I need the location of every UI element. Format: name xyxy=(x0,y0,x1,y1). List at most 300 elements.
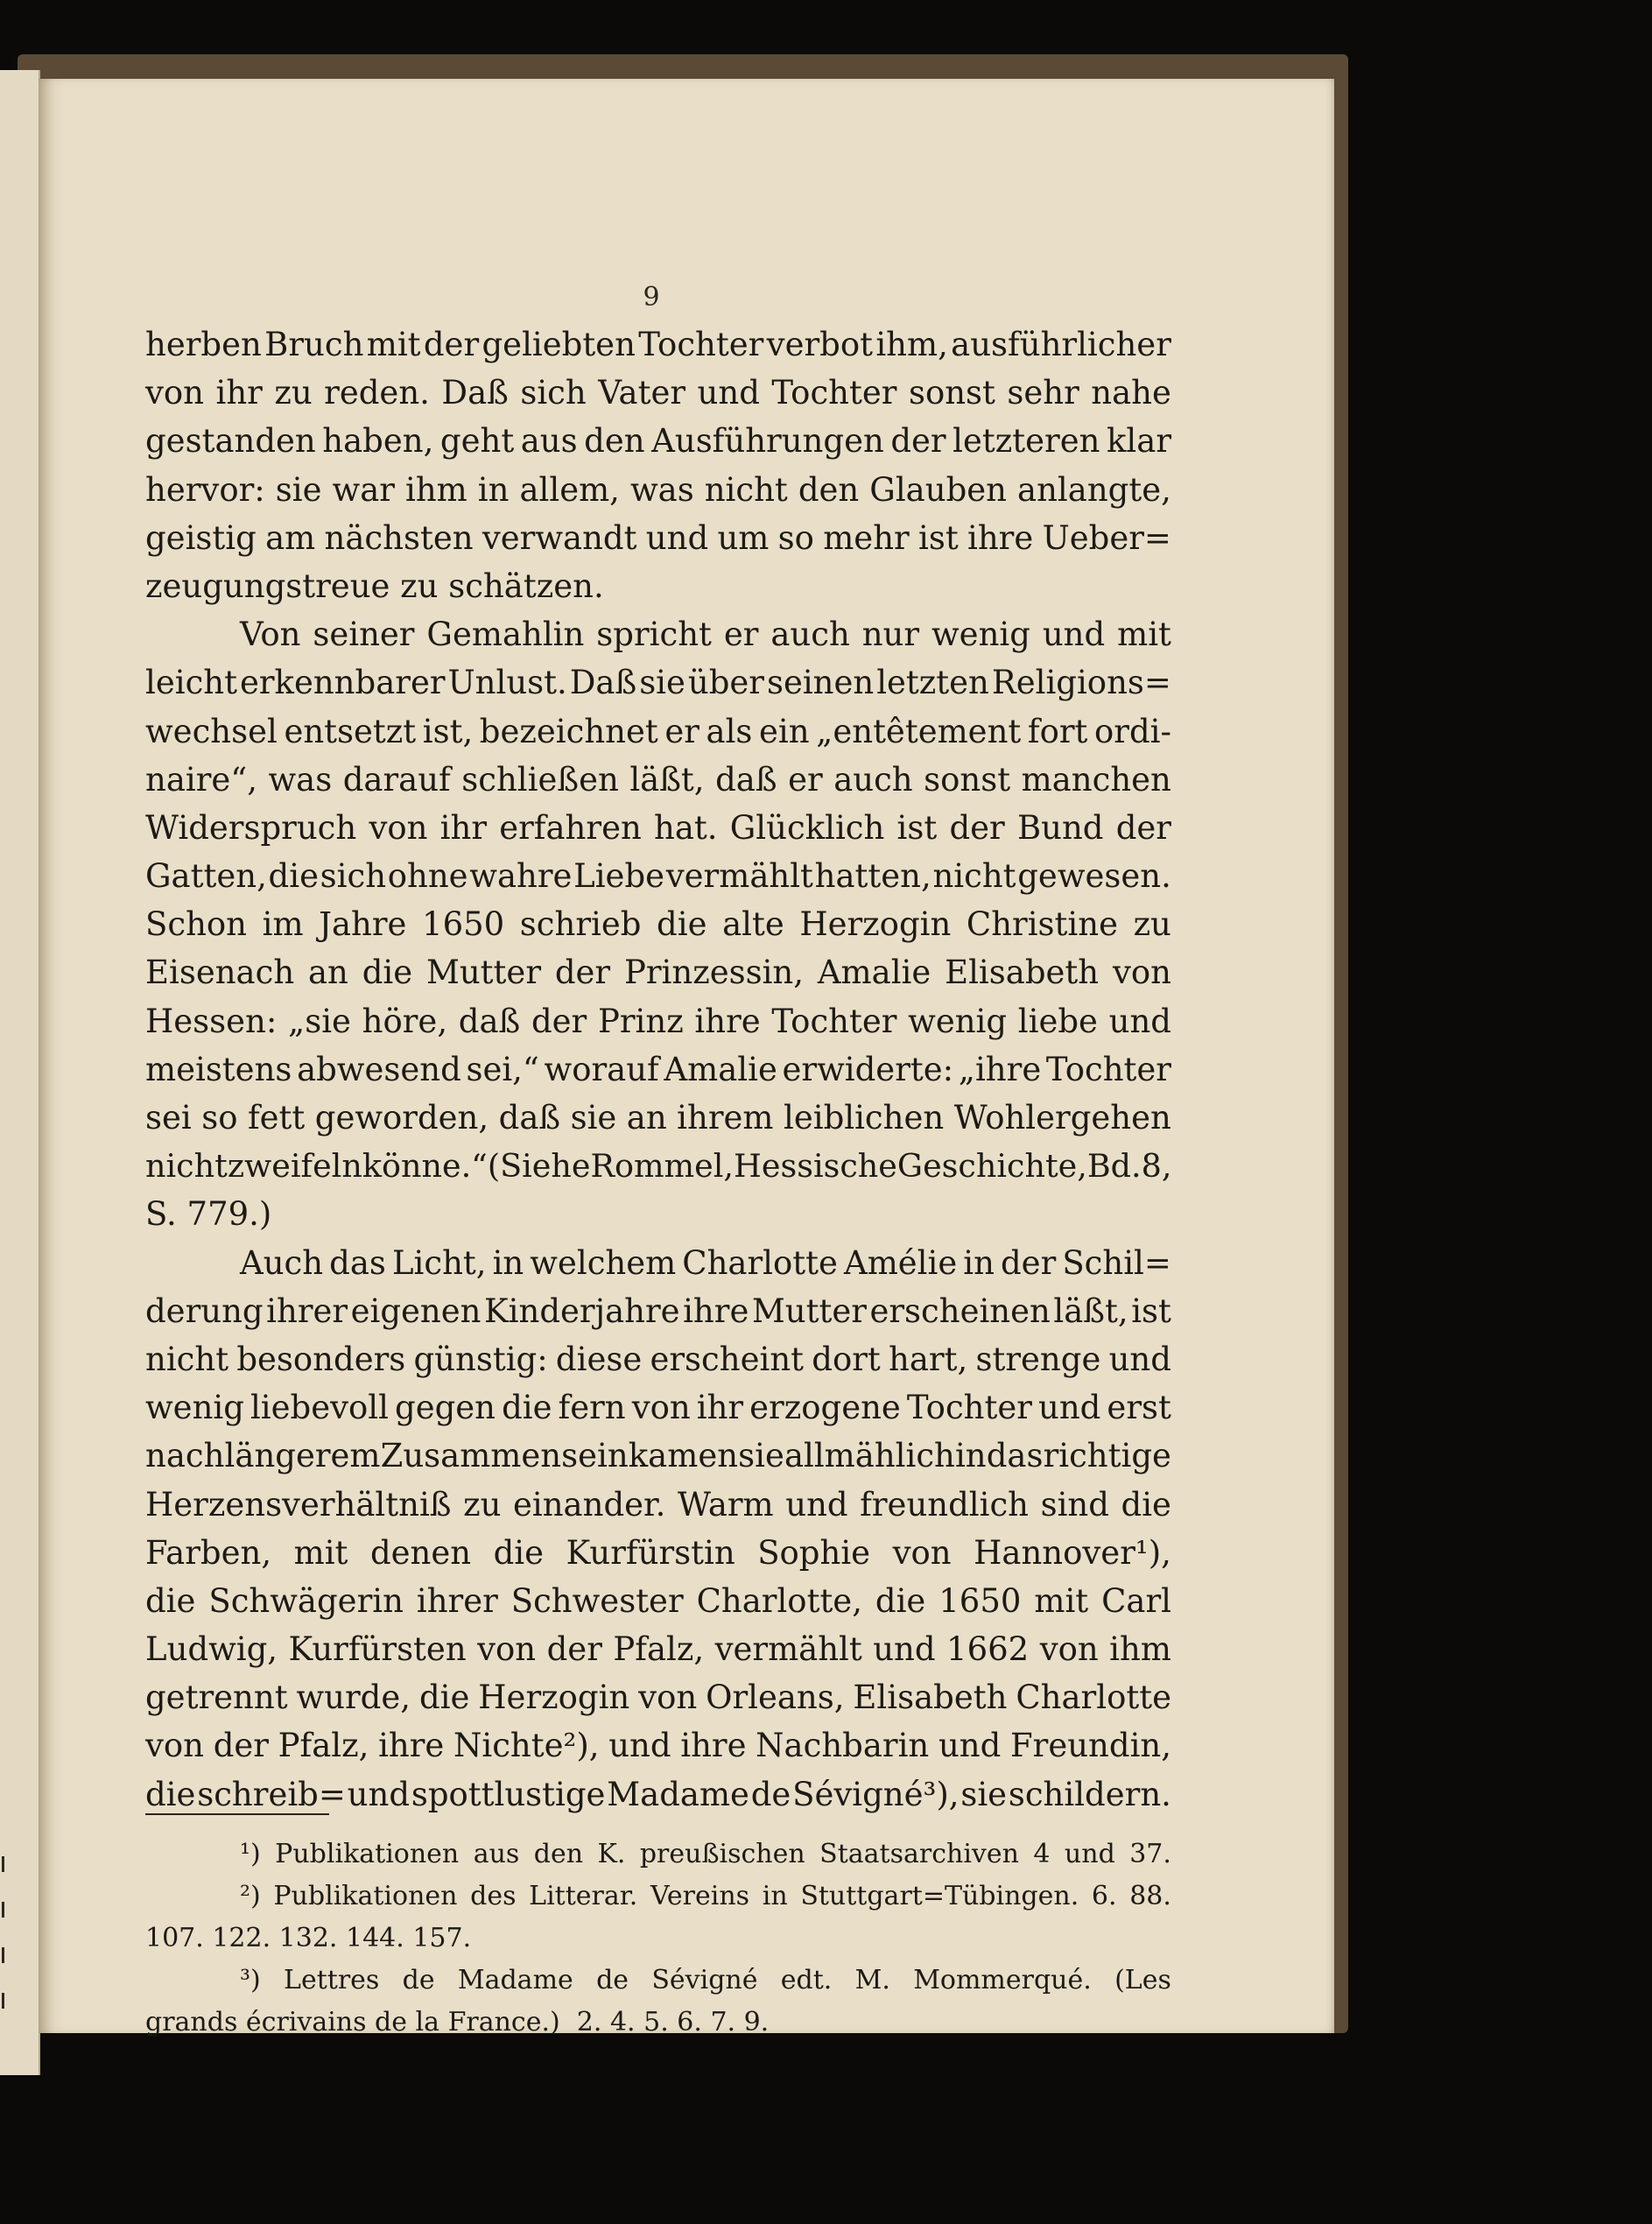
word: über xyxy=(687,664,764,702)
text-line xyxy=(145,852,1171,900)
word: vermählt xyxy=(714,1630,862,1669)
word: von xyxy=(477,1630,537,1669)
word: sei,“ xyxy=(466,1050,539,1088)
body-text xyxy=(145,320,1171,1819)
word: könne.“ xyxy=(362,1147,488,1186)
word: ausführlicher xyxy=(951,326,1171,363)
word: die xyxy=(145,1581,196,1620)
word: nahe xyxy=(1091,374,1171,412)
word: darauf xyxy=(342,760,451,799)
word: wenig xyxy=(931,616,1030,654)
text-line xyxy=(145,466,1171,514)
word: fern xyxy=(558,1389,626,1427)
word: besonders xyxy=(236,1340,406,1378)
word: wurde, xyxy=(296,1679,411,1717)
word: zweifeln xyxy=(227,1147,362,1186)
word: Mutter xyxy=(425,954,542,992)
word: ¹) xyxy=(240,1839,261,1869)
word: ist xyxy=(1131,1291,1171,1330)
word: schreib= xyxy=(197,1775,346,1813)
word: gegen xyxy=(395,1389,496,1427)
word: alte xyxy=(722,905,784,944)
word: den xyxy=(798,470,860,509)
text-line xyxy=(145,610,1171,658)
word: geliebten xyxy=(482,326,636,363)
word: M. xyxy=(854,1965,890,1995)
word: leiblichen xyxy=(784,1099,945,1137)
word: sonst xyxy=(924,760,1011,799)
word: Tochter xyxy=(638,326,764,363)
text-line xyxy=(145,1721,1171,1770)
word: das xyxy=(329,1243,386,1282)
text-line xyxy=(145,658,1171,707)
word: Mommerqué. xyxy=(913,1965,1092,1995)
word: hatten, xyxy=(814,857,931,896)
word: entsetzt xyxy=(284,712,417,750)
word: Elisabeth xyxy=(945,954,1100,992)
word: läßt, xyxy=(629,760,705,799)
word: von xyxy=(1112,954,1171,992)
word: die xyxy=(1121,1485,1171,1524)
word: ihre xyxy=(683,1291,749,1330)
word: in xyxy=(762,1881,788,1911)
word: Charlotte xyxy=(682,1243,838,1282)
word: de xyxy=(750,1775,791,1813)
word: schrieb xyxy=(519,905,642,944)
word: zu xyxy=(463,1485,502,1524)
word: Freundin, xyxy=(1009,1727,1171,1765)
word: Madame xyxy=(457,1965,573,1995)
word: der xyxy=(423,326,480,363)
word: von xyxy=(638,1679,698,1717)
word: ²) xyxy=(240,1881,261,1911)
word: hat. xyxy=(654,808,718,847)
word: Amalie xyxy=(664,1050,777,1088)
word: Herzensverhältniß xyxy=(145,1485,452,1524)
word: seiner xyxy=(313,616,415,654)
word: edt. xyxy=(780,1965,833,1995)
word: Publikationen xyxy=(275,1839,460,1869)
text-line xyxy=(145,948,1171,996)
word: sonst xyxy=(908,374,995,412)
word: Vater xyxy=(598,374,686,412)
word: von xyxy=(631,1389,691,1427)
word: nicht xyxy=(145,1147,228,1186)
word: er xyxy=(723,616,759,654)
word: Kurfürstin xyxy=(566,1533,735,1572)
text-line xyxy=(145,1045,1171,1094)
word: 8, xyxy=(1141,1147,1172,1186)
word: die xyxy=(145,1775,196,1813)
word: Gemahlin xyxy=(426,616,585,654)
page-number: 9 xyxy=(643,282,660,313)
word: Gatten, xyxy=(145,857,267,896)
word: von xyxy=(145,1727,205,1765)
word: die xyxy=(657,905,707,944)
word: gestanden xyxy=(145,422,316,461)
word: Charlotte, xyxy=(696,1581,862,1620)
word: mehr xyxy=(823,518,910,557)
word: war xyxy=(332,470,395,509)
word: spottlustige xyxy=(411,1775,606,1813)
word: allmählich xyxy=(784,1437,955,1475)
word: auch xyxy=(833,760,913,799)
word: Eisenach xyxy=(145,954,295,992)
word: erzogene xyxy=(749,1389,901,1427)
text-line xyxy=(145,997,1171,1045)
word: naire“, xyxy=(145,760,257,799)
word: sind xyxy=(1040,1485,1109,1524)
word: ist, xyxy=(422,712,474,750)
text-line xyxy=(145,1239,1171,1287)
word: die xyxy=(875,1581,926,1620)
word: der xyxy=(949,808,1005,847)
word: mit xyxy=(1034,1581,1089,1620)
word: derung xyxy=(145,1291,264,1330)
word: Rommel, xyxy=(590,1147,735,1186)
word: ihre xyxy=(680,1727,747,1765)
word: 1650 xyxy=(422,905,505,944)
word: in xyxy=(477,470,510,509)
word: klar xyxy=(1107,422,1171,461)
word: ihrem xyxy=(677,1099,774,1137)
word: 4 xyxy=(1033,1839,1051,1869)
word: richtige xyxy=(1043,1437,1171,1475)
word: Christine xyxy=(966,905,1118,944)
word: schildern. xyxy=(1008,1775,1171,1813)
word: fort xyxy=(1027,712,1088,750)
word: ihre xyxy=(694,1002,761,1040)
text-line xyxy=(145,1142,1171,1190)
text-line xyxy=(145,1529,1171,1577)
text-line xyxy=(145,900,1171,948)
word: nach xyxy=(145,1437,225,1475)
word: Nachbarin xyxy=(756,1727,930,1765)
word: Jahre xyxy=(319,905,407,944)
word: ihm xyxy=(1109,1630,1171,1669)
word: mit xyxy=(1117,616,1171,654)
footnote-line xyxy=(145,1833,1171,1876)
word: nicht xyxy=(932,857,1016,896)
word: Lettres xyxy=(284,1965,380,1995)
word: Liebe xyxy=(573,857,665,896)
word: Charlotte xyxy=(1016,1679,1171,1717)
word: ist xyxy=(918,518,959,557)
text-line xyxy=(145,369,1171,417)
word: Ueber= xyxy=(1042,518,1171,557)
word: ein xyxy=(759,712,810,750)
word: einander. xyxy=(513,1485,666,1524)
word: und xyxy=(785,1485,848,1524)
footnote-line xyxy=(145,1960,1171,2002)
word: gewesen. xyxy=(1017,857,1171,896)
word: Amalie xyxy=(817,954,931,992)
word: der xyxy=(1115,808,1171,847)
word: Glauben xyxy=(869,470,1007,509)
text-line xyxy=(145,1481,1171,1529)
text-line xyxy=(145,756,1171,804)
word: auch xyxy=(770,616,850,654)
word: Bd. xyxy=(1086,1147,1142,1186)
word: 88. xyxy=(1129,1881,1171,1911)
word: strenge xyxy=(975,1340,1101,1378)
word: sie xyxy=(639,664,685,702)
word: erscheint xyxy=(650,1340,805,1378)
text-line xyxy=(145,320,1171,369)
word: Tochter xyxy=(771,374,897,412)
word: „ihre xyxy=(958,1050,1042,1088)
word: so xyxy=(777,518,814,557)
word: bezeichnet xyxy=(479,712,658,750)
word: Nichte²), xyxy=(453,1727,600,1765)
word: die xyxy=(493,1533,545,1572)
word: die xyxy=(502,1389,552,1427)
word: Ludwig, xyxy=(145,1630,278,1669)
word: Sévigné xyxy=(651,1965,758,1995)
word: ihr xyxy=(696,1389,744,1427)
text-line xyxy=(145,1432,1171,1480)
word: Madame xyxy=(607,1775,749,1813)
word: allem, xyxy=(519,470,620,509)
word: nicht xyxy=(145,1340,229,1378)
word: er xyxy=(788,760,823,799)
text-line: zeugungstreue zu schätzen. xyxy=(145,567,604,605)
word: der xyxy=(531,1002,587,1040)
word: spricht xyxy=(596,616,712,654)
footnote-line xyxy=(145,1876,1171,1918)
word: zu xyxy=(1133,905,1171,944)
word: ihre xyxy=(967,518,1034,557)
word: als xyxy=(706,712,753,750)
word: Carl xyxy=(1101,1581,1171,1620)
text-line xyxy=(145,1335,1171,1383)
word: Tochter xyxy=(771,1002,897,1040)
word: Sévigné³), xyxy=(792,1775,960,1813)
facing-page-edge xyxy=(0,70,40,2075)
word: von xyxy=(369,808,428,847)
footnotes xyxy=(145,1833,1171,2044)
word: 6. xyxy=(1091,1881,1117,1911)
word: der xyxy=(1001,1243,1057,1282)
word: Hessische xyxy=(734,1147,897,1186)
word: aus xyxy=(473,1839,520,1869)
word: der xyxy=(554,954,611,992)
text-line: S. 779.) xyxy=(145,1195,272,1234)
word: Schwägerin xyxy=(208,1581,404,1620)
word: Zusammensein xyxy=(380,1437,629,1475)
word: ihm xyxy=(404,470,467,509)
word: Bruch xyxy=(264,326,364,363)
word: verwandt xyxy=(482,518,637,557)
word: vermählt xyxy=(665,857,813,896)
word: Herzogin xyxy=(478,1679,630,1717)
word: um xyxy=(717,518,770,557)
word: hart, xyxy=(889,1340,968,1378)
text-line xyxy=(145,1287,1171,1335)
word: denen xyxy=(369,1533,472,1572)
word: der xyxy=(890,422,946,461)
word: daß xyxy=(715,760,777,799)
text-line xyxy=(145,514,1171,562)
word: an xyxy=(308,954,348,992)
word: Kinderjahre xyxy=(484,1291,680,1330)
word: Herzogin xyxy=(799,905,952,944)
word: (Les xyxy=(1114,1965,1171,1995)
facing-page-text-fragments xyxy=(0,1856,11,2031)
word: erwiderte: xyxy=(782,1050,954,1088)
word: ordi- xyxy=(1094,712,1171,750)
word: 1662 xyxy=(946,1630,1030,1669)
word: am xyxy=(265,518,316,557)
word: die xyxy=(418,1679,470,1717)
word: Schon xyxy=(145,905,248,944)
footnote-line: grands écrivains de la France.) 2. 4. 5. 6. 7. 9. xyxy=(145,2007,770,2037)
word: ist xyxy=(896,808,938,847)
word: Mutter xyxy=(751,1291,867,1330)
word: verbot xyxy=(766,326,873,363)
word: getrennt xyxy=(145,1679,288,1717)
word: den xyxy=(584,422,645,461)
word: leicht xyxy=(145,664,237,702)
word: Daß xyxy=(441,374,509,412)
word: Kurfürsten xyxy=(288,1630,467,1669)
word: sei xyxy=(145,1099,192,1137)
text-line xyxy=(145,1577,1171,1625)
word: daß xyxy=(498,1099,561,1137)
word: erscheinen xyxy=(869,1291,1051,1330)
word: K. xyxy=(597,1839,626,1869)
word: abwesend xyxy=(297,1050,461,1088)
word: höre, xyxy=(362,1002,448,1040)
word: des xyxy=(470,1881,517,1911)
word: nächsten xyxy=(324,518,474,557)
word: „entêtement xyxy=(816,712,1022,750)
word: ihr xyxy=(215,374,263,412)
word: sie xyxy=(960,1775,1008,1813)
word: Orleans, xyxy=(706,1679,845,1717)
word: de xyxy=(596,1965,629,1995)
word: Stuttgart=Tübingen. xyxy=(800,1881,1079,1911)
word: von xyxy=(892,1533,952,1572)
word: sehr xyxy=(1007,374,1079,412)
word: seinen xyxy=(766,664,875,702)
word: in xyxy=(954,1437,987,1475)
word: erst xyxy=(1107,1389,1171,1427)
word: de xyxy=(402,1965,435,1995)
word: läßt, xyxy=(1053,1291,1128,1330)
word: kamen xyxy=(628,1437,739,1475)
word: sich xyxy=(520,374,587,412)
word: der xyxy=(546,1630,602,1669)
word: an xyxy=(626,1099,667,1137)
word: längerem xyxy=(224,1437,381,1475)
word: freundlich xyxy=(860,1485,1030,1524)
word: meistens xyxy=(145,1050,292,1088)
text-line xyxy=(145,417,1171,465)
word: und xyxy=(1108,1340,1171,1378)
word: er xyxy=(664,712,699,750)
word: wenig xyxy=(908,1002,1008,1040)
word: sie xyxy=(275,470,322,509)
word: was xyxy=(629,470,694,509)
word: diese xyxy=(555,1340,643,1378)
word: geworden, xyxy=(314,1099,489,1137)
word: was xyxy=(268,760,333,799)
word: Amélie xyxy=(843,1243,958,1282)
word: Licht, xyxy=(391,1243,487,1282)
word: aus xyxy=(520,422,578,461)
text-line xyxy=(145,1770,1171,1819)
word: daß xyxy=(458,1002,521,1040)
word: und xyxy=(697,374,760,412)
word: das xyxy=(986,1437,1044,1475)
text-line xyxy=(145,1383,1171,1432)
word: letzten xyxy=(876,664,989,702)
word: 1650 xyxy=(938,1581,1022,1620)
word: nur xyxy=(861,616,920,654)
word: Daß xyxy=(569,664,637,702)
word: erkennbarer xyxy=(239,664,446,702)
word: Staatsarchiven xyxy=(819,1839,1019,1869)
word: die xyxy=(268,857,319,896)
word: reden. xyxy=(324,374,430,412)
word: wenig xyxy=(145,1389,244,1427)
word: ihrer xyxy=(416,1581,498,1620)
word: Schwester xyxy=(510,1581,684,1620)
book-page xyxy=(39,79,1334,2037)
word: Vereins xyxy=(650,1881,750,1911)
word: worauf xyxy=(544,1050,659,1088)
word: erfahren xyxy=(499,808,642,847)
footnote-line: 107. 122. 132. 144. 157. xyxy=(145,1923,472,1953)
word: ihre xyxy=(378,1727,445,1765)
word: sie xyxy=(570,1099,617,1137)
word: wechsel xyxy=(145,712,278,750)
word: hervor: xyxy=(145,470,265,509)
word: und xyxy=(1064,1839,1115,1869)
text-line xyxy=(145,1673,1171,1721)
word: preußischen xyxy=(639,1839,805,1869)
text-line xyxy=(145,1625,1171,1673)
word: mit xyxy=(366,326,421,363)
word: und xyxy=(608,1727,671,1765)
word: fett xyxy=(247,1099,306,1137)
word: in xyxy=(963,1243,995,1282)
word: von xyxy=(145,374,205,412)
word: Glücklich xyxy=(729,808,885,847)
word: und xyxy=(645,518,709,557)
word: ihrer xyxy=(266,1291,348,1330)
word: der xyxy=(213,1727,269,1765)
word: in xyxy=(492,1243,524,1282)
word: ihr xyxy=(439,808,488,847)
word: dort xyxy=(812,1340,881,1378)
word: (Siehe xyxy=(487,1147,591,1186)
word: geistig xyxy=(145,518,257,557)
word: von xyxy=(1039,1630,1099,1669)
word: Geschichte, xyxy=(896,1147,1087,1186)
word: Pfalz, xyxy=(278,1727,369,1765)
word: Tochter xyxy=(906,1389,1032,1427)
footnote-rule xyxy=(145,1813,329,1815)
word: ihm, xyxy=(875,326,948,363)
word: Hannover¹), xyxy=(974,1533,1171,1572)
word: nicht xyxy=(704,470,788,509)
text-line xyxy=(145,1094,1171,1142)
word: Farben, xyxy=(145,1533,272,1572)
word: anlangte, xyxy=(1017,470,1171,509)
word: Litterar. xyxy=(529,1881,638,1911)
